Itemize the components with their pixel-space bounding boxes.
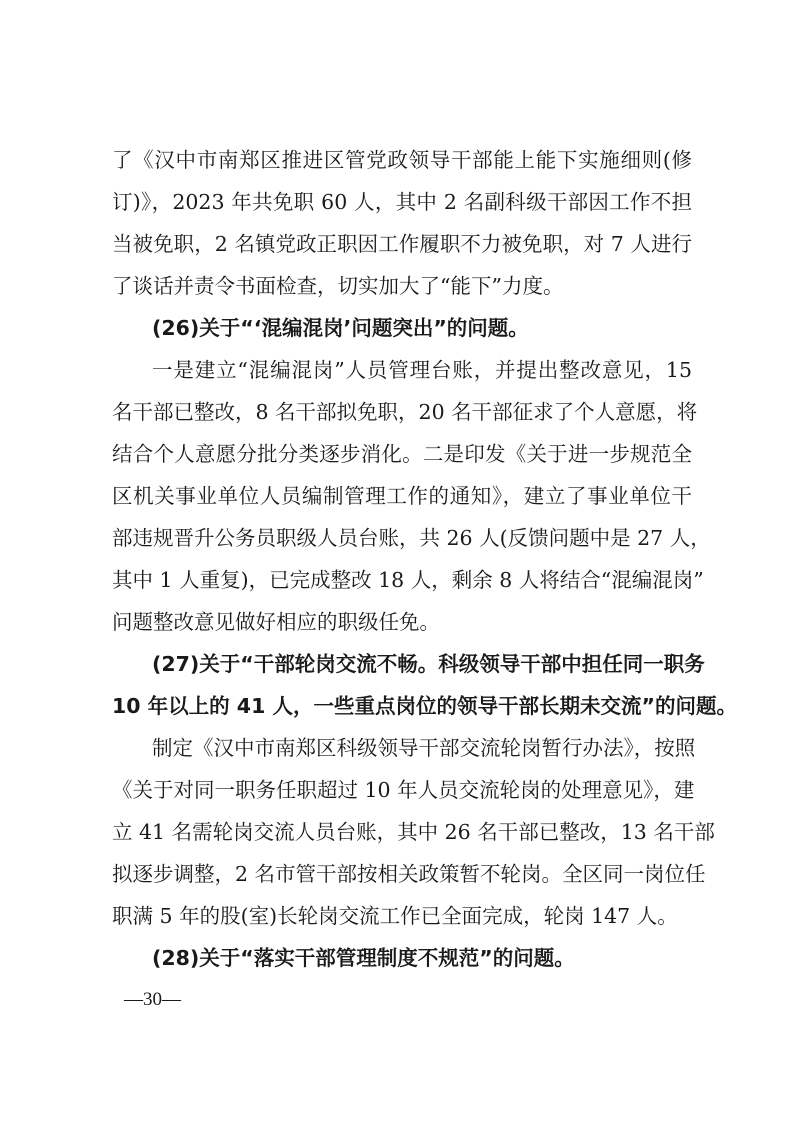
body-text-line: 了《汉中市南郑区推进区管党政领导干部能上能下实施细则(修 — [112, 148, 692, 172]
section-heading-26: (26)关于“‘混编混岗’问题突出”的问题。 — [152, 316, 529, 340]
body-text-line: 结合个人意愿分批分类逐步消化。二是印发《关于进一步规范全 — [112, 442, 692, 466]
page-number: —30— — [124, 989, 181, 1010]
body-text-line: 当被免职，2 名镇党政正职因工作履职不力被免职，对 7 人进行 — [112, 232, 692, 256]
body-text-line: 订)》，2023 年共免职 60 人，其中 2 名副科级干部因工作不担 — [112, 190, 692, 214]
body-text-line: 《关于对同一职务任职超过 10 年人员交流轮岗的处理意见》，建 — [112, 778, 695, 802]
section-heading-28: (28)关于“落实干部管理制度不规范”的问题。 — [152, 946, 575, 970]
body-text-line: 拟逐步调整，2 名市管干部按相关政策暂不轮岗。全区同一岗位任 — [112, 862, 706, 886]
section-heading-27-continued: 10 年以上的 41 人，一些重点岗位的领导干部长期未交流”的问题。 — [112, 694, 737, 718]
body-text-line: 问题整改意见做好相应的职级任免。 — [112, 610, 440, 634]
body-text-line: 区机关事业单位人员编制管理工作的通知》，建立了事业单位干 — [112, 484, 692, 508]
body-text-line: 了谈话并责令书面检查，切实加大了“能下”力度。 — [112, 274, 564, 298]
body-text-line: 其中 1 人重复)，已完成整改 18 人，剩余 8 人将结合“混编混岗” — [112, 568, 704, 592]
body-text-line: 立 41 名需轮岗交流人员台账，其中 26 名干部已整改，13 名干部 — [112, 820, 715, 844]
body-text-line: 名干部已整改，8 名干部拟免职，20 名干部征求了个人意愿，将 — [112, 400, 698, 424]
body-text-line: 制定《汉中市南郑区科级领导干部交流轮岗暂行办法》，按照 — [152, 736, 696, 760]
body-text-line: 部违规晋升公务员职级人员台账，共 26 人(反馈问题中是 27 人， — [112, 526, 711, 550]
body-text-line: 职满 5 年的股(室)长轮岗交流工作已全面完成，轮岗 147 人。 — [112, 904, 678, 928]
section-heading-27: (27)关于“干部轮岗交流不畅。科级领导干部中担任同一职务 — [152, 652, 705, 676]
body-text-line: 一是建立“混编混岗”人员管理台账，并提出整改意见，15 — [152, 358, 692, 382]
